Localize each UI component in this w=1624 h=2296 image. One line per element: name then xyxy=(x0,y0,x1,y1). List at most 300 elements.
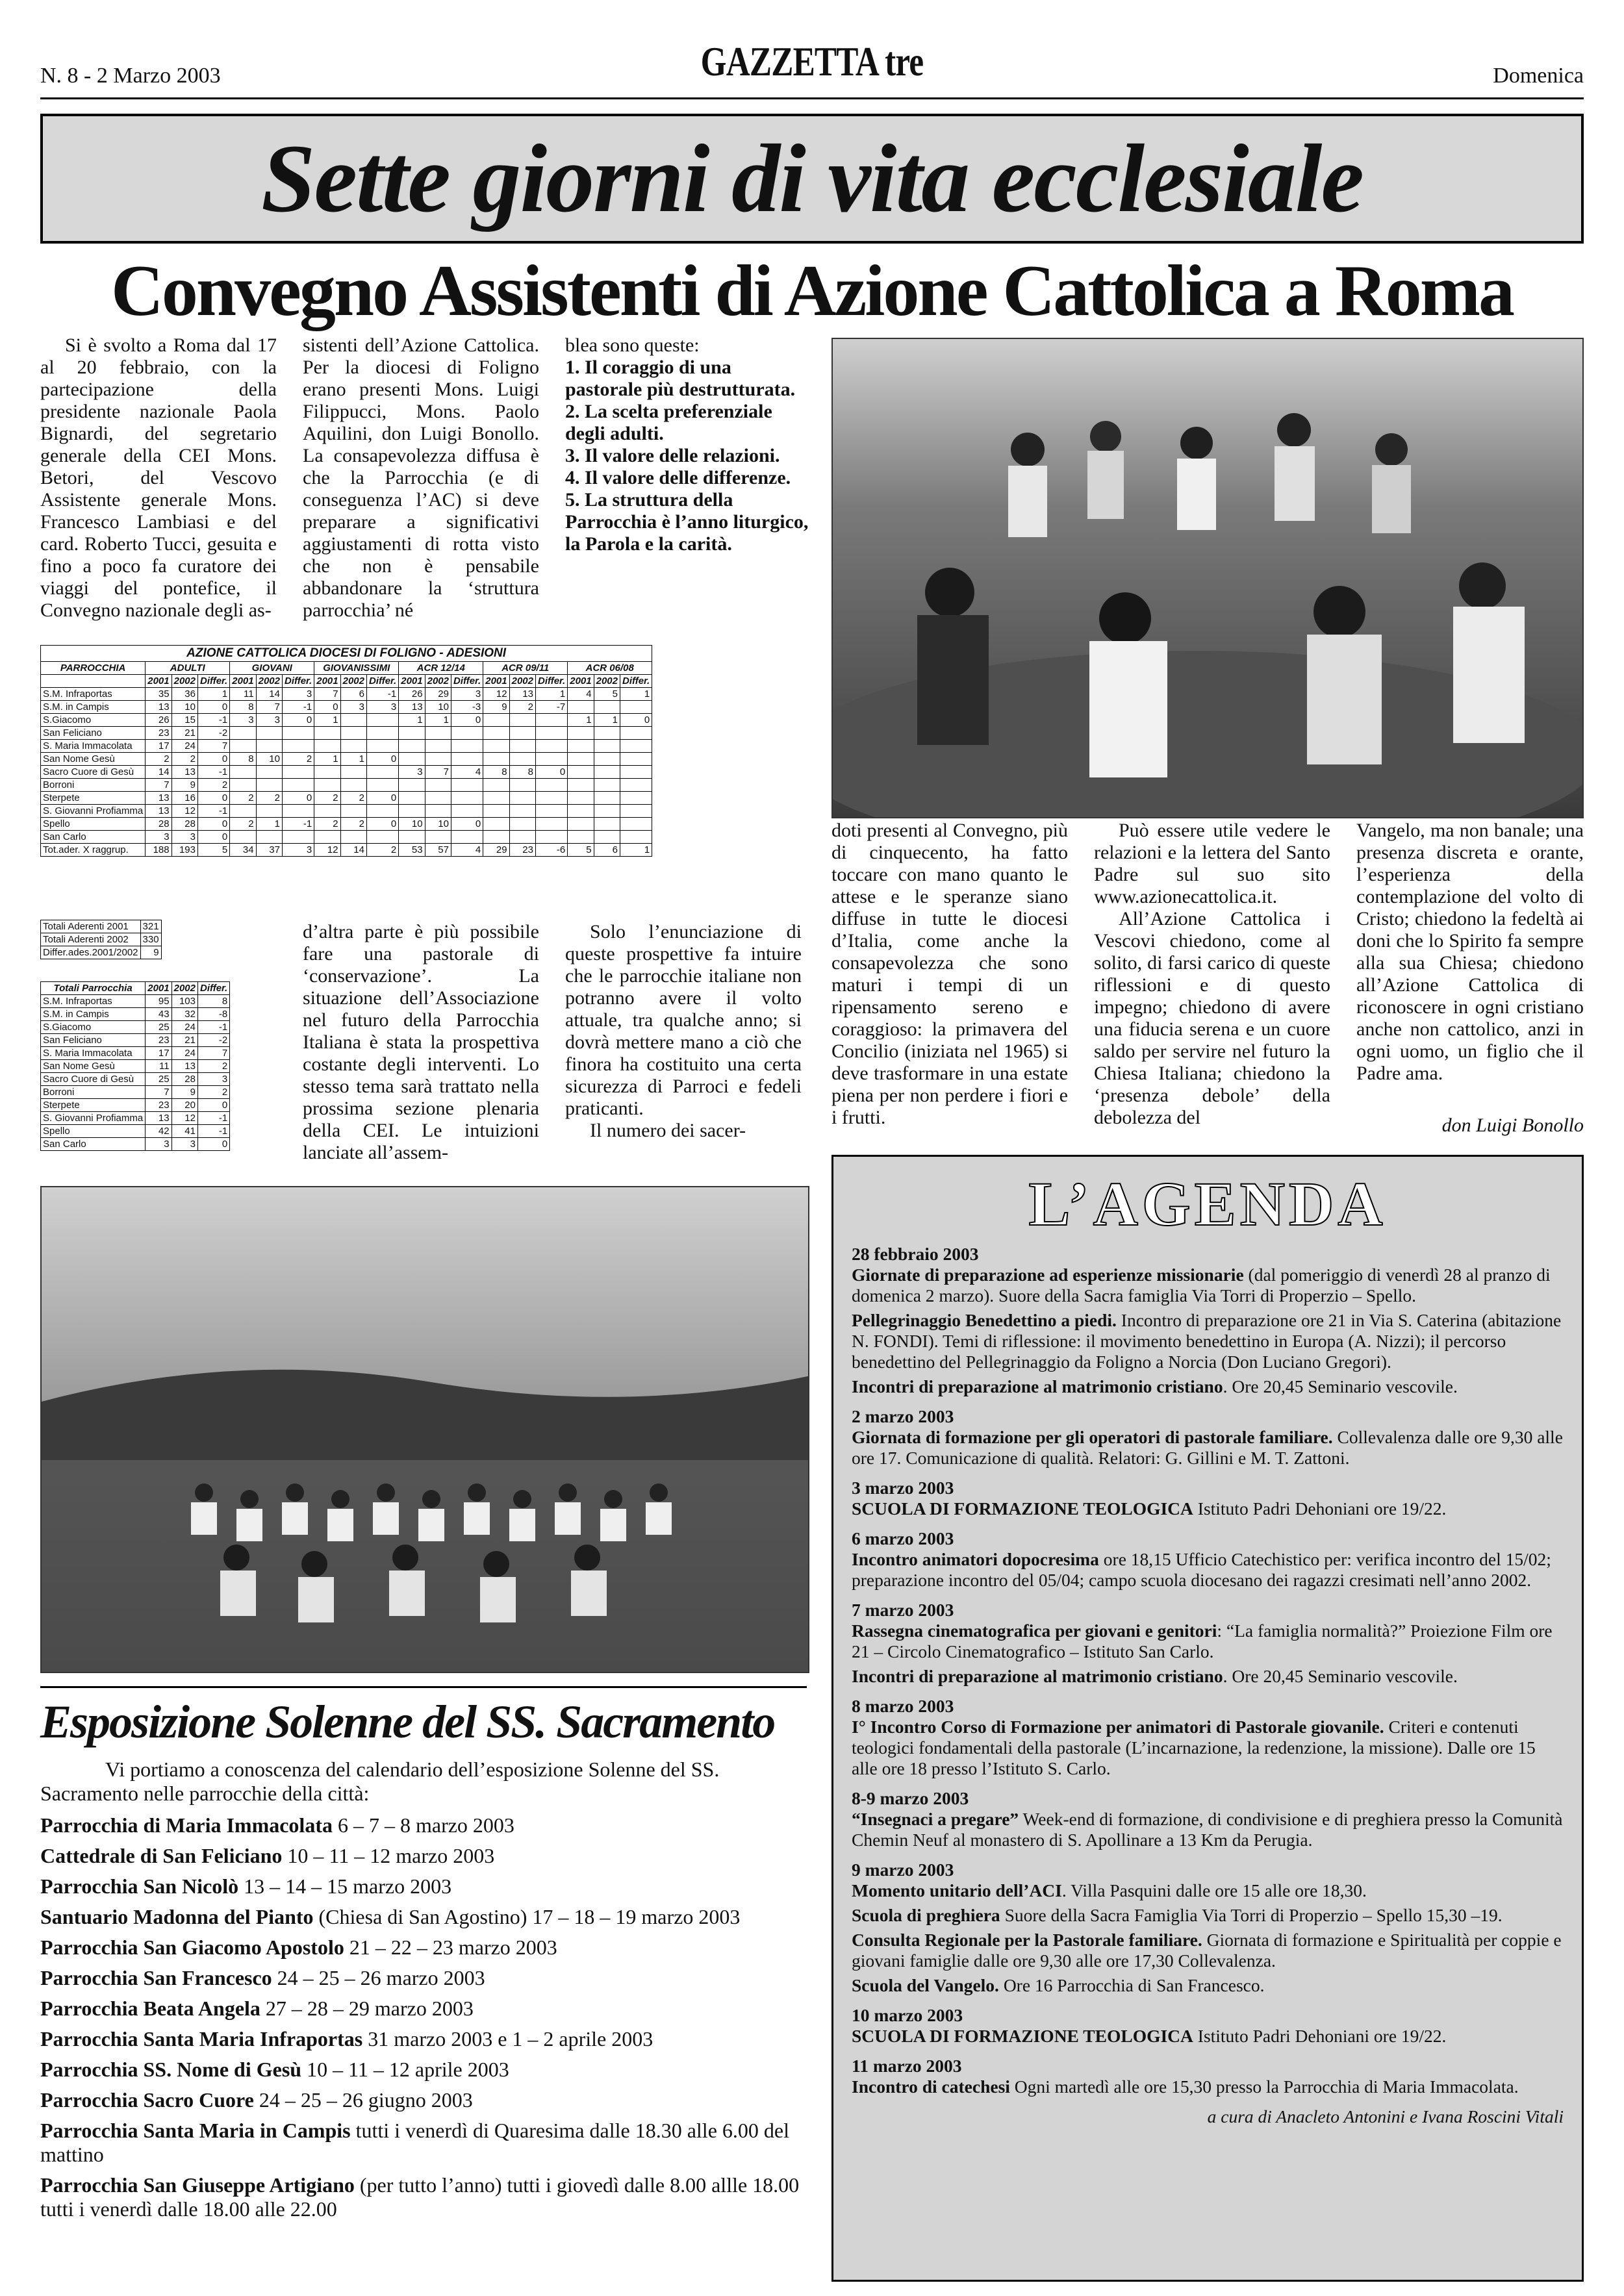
table-cell: 0 xyxy=(314,701,340,714)
issue-day: Domenica xyxy=(1493,64,1584,88)
table-cell xyxy=(535,818,567,831)
table-cell xyxy=(483,805,509,818)
table-cell xyxy=(425,779,451,792)
table-cell xyxy=(230,727,256,740)
article-column-c1 xyxy=(831,820,1068,1129)
table-cell xyxy=(620,792,652,805)
parish-value: 95 xyxy=(146,995,171,1008)
agenda-entry-title: Rassegna cinematografica per giovani e genitori xyxy=(852,1621,1217,1641)
table-cell: 0 xyxy=(366,753,398,766)
table-cell xyxy=(509,714,535,727)
table-cell xyxy=(568,701,594,714)
table-cell: 12 xyxy=(171,805,197,818)
table-cell xyxy=(483,792,509,805)
table-cell xyxy=(399,779,425,792)
article-column-2 xyxy=(303,334,539,622)
table-row-label: Sacro Cuore di Gesù xyxy=(41,766,146,779)
table-row-label: San Carlo xyxy=(41,831,146,844)
table-sub-header: 2002 xyxy=(171,675,197,688)
point-item: 5. La struttura della Parrocchia è l’anno liturgico, la Parola e la carità. xyxy=(565,489,809,555)
table-title-row xyxy=(41,646,652,662)
table-cell xyxy=(399,727,425,740)
parish-value: 9 xyxy=(171,1086,197,1099)
table-cell: 35 xyxy=(146,688,171,701)
table-sub-header: Differ. xyxy=(197,675,229,688)
esposizione-parish: Santuario Madonna del Pianto xyxy=(40,1905,314,1928)
table-row-label: Sterpete xyxy=(41,792,146,805)
parish-row xyxy=(41,1138,230,1151)
totals-value: 330 xyxy=(140,933,161,946)
table-cell: -2 xyxy=(197,727,229,740)
esposizione-item xyxy=(40,1966,807,1990)
table-cell: 0 xyxy=(366,818,398,831)
article-paragraph: All’Azione Cattolica i Vescovi chiedono, come al solito, di farsi carico di queste riflessioni e di questo impegno; chiedono di avere una fiducia serena e un cuore saldo per servire nel futuro la Chiesa Italiana; chiedono la ‘presenza debole’ della debolezza del xyxy=(1094,908,1330,1128)
table-cell: 188 xyxy=(146,844,171,857)
article-paragraph: Si è svolto a Roma dal 17 al 20 febbraio, con la partecipazione della presidente nazionale Paola Bignardi, del segretario generale della CEI Mons. Betori, del Vescovo Assistente generale Mons. Francesco Lambiasi e del card. Roberto Tucci, gesuita e fino a poco fa curatore dei viaggi del pontefice, il Convegno nazionale degli as- xyxy=(40,334,277,621)
table-group-header: PARROCCHIA xyxy=(41,662,146,675)
table-row xyxy=(41,779,652,792)
agenda-entry-title: Incontro animatori dopocresima xyxy=(852,1549,1099,1570)
point-item: 3. Il valore delle relazioni. xyxy=(565,445,780,466)
table-cell: 0 xyxy=(197,818,229,831)
agenda-entry-text: Istituto Padri Dehoniani ore 19/22. xyxy=(1193,2026,1447,2047)
table-row-label: San Nome Gesù xyxy=(41,753,146,766)
parish-value: 7 xyxy=(197,1047,229,1060)
table-cell xyxy=(620,818,652,831)
esposizione-item xyxy=(40,1874,807,1899)
table-row-label: S.Giacomo xyxy=(41,714,146,727)
table-cell xyxy=(366,831,398,844)
table-group-header: ADULTI xyxy=(146,662,230,675)
table-row-label: Tot.ader. X raggrup. xyxy=(41,844,146,857)
parish-row xyxy=(41,1112,230,1125)
agenda-entry xyxy=(852,1975,1564,1996)
table-cell xyxy=(282,779,314,792)
article-paragraph: Solo l’enunciazione di queste prospettive fa intuire che le parrocchie italiane non potranno avere il volto attuale, tra qualche anno; si dovrà mettere mano a ciò che finora ha costituito una certa sicurezza di Parroci e fedeli praticanti. xyxy=(565,921,802,1119)
table-cell xyxy=(568,740,594,753)
table-cell: -1 xyxy=(282,818,314,831)
agenda-entry-text: . Ore 20,45 Seminario vescovile. xyxy=(1223,1376,1458,1397)
table-cell: 5 xyxy=(594,688,620,701)
table-cell: 5 xyxy=(197,844,229,857)
table-cell xyxy=(594,779,620,792)
agenda-entry-title: Giornate di preparazione ad esperienze missionarie xyxy=(852,1265,1244,1285)
esposizione-item xyxy=(40,2173,807,2221)
point-item: 1. Il coraggio di una pastorale più destrutturata. xyxy=(565,357,796,400)
point-item: 4. Il valore delle differenze. xyxy=(565,467,791,488)
table-group-header: ACR 06/08 xyxy=(568,662,652,675)
parish-value: 41 xyxy=(171,1125,197,1138)
table-row-label: S. Maria Immacolata xyxy=(41,740,146,753)
article-paragraph: Il numero dei sacer- xyxy=(590,1120,746,1141)
esposizione-item xyxy=(40,2088,807,2112)
totals-label: Totali Aderenti 2002 xyxy=(41,933,141,946)
parish-row xyxy=(41,1125,230,1138)
agenda-entry-text: Criteri e contenuti teologici fondamentali della pastorale (L’incarnazione, la redenzione, la missione). Dalle ore 15 alle ore 18 presso l’Istituto S. Carlo. xyxy=(852,1717,1536,1779)
agenda-entry xyxy=(852,1930,1564,1971)
esposizione-item xyxy=(40,1905,807,1929)
table-cell xyxy=(483,727,509,740)
parish-row xyxy=(41,1073,230,1086)
table-cell: 7 xyxy=(425,766,451,779)
parish-value: 2 xyxy=(197,1060,229,1073)
table-cell: 2 xyxy=(146,753,171,766)
article-column-b1 xyxy=(303,921,539,1164)
table-cell: 7 xyxy=(197,740,229,753)
table-cell: 10 xyxy=(256,753,282,766)
agenda-entry xyxy=(852,1265,1564,1306)
agenda-entry-title: Incontro di catechesi xyxy=(852,2076,1010,2097)
table-cell xyxy=(340,766,366,779)
table-cell: 1 xyxy=(399,714,425,727)
table-cell: 7 xyxy=(146,779,171,792)
table-sub-header: 2001 xyxy=(483,675,509,688)
totals-value: 9 xyxy=(140,946,161,959)
table-cell: -1 xyxy=(197,766,229,779)
table-cell: 7 xyxy=(256,701,282,714)
table-cell xyxy=(620,740,652,753)
table-cell xyxy=(594,818,620,831)
table-cell xyxy=(568,753,594,766)
table-cell xyxy=(568,818,594,831)
agenda-day xyxy=(852,1860,1564,1996)
table-cell xyxy=(399,805,425,818)
table-cell xyxy=(483,779,509,792)
table-group-header: ACR 09/11 xyxy=(483,662,568,675)
table-cell xyxy=(366,766,398,779)
table-cell xyxy=(256,727,282,740)
table-cell xyxy=(425,805,451,818)
parish-value: -1 xyxy=(197,1021,229,1034)
esposizione-dates: tutti i venerdì di Quaresima dalle 18.30 alle 6.00 del mattino xyxy=(40,2119,789,2166)
agenda-day xyxy=(852,2005,1564,2047)
totals-label: Differ.ades.2001/2002 xyxy=(41,946,141,959)
agenda-day xyxy=(852,1528,1564,1591)
agenda-entry-text: (dal pomeriggio di venerdì 28 al pranzo di domenica 2 marzo). Suore della Sacra famiglia Via Torri di Properzio – Spello. xyxy=(852,1265,1551,1306)
table-row xyxy=(41,818,652,831)
table-cell: 2 xyxy=(282,753,314,766)
esposizione-dates: (Chiesa di San Agostino) 17 – 18 – 19 marzo 2003 xyxy=(313,1905,741,1928)
table-cell: 3 xyxy=(146,831,171,844)
table-cell xyxy=(451,831,483,844)
article-column-1 xyxy=(40,334,277,622)
agenda-entry-text: Ogni martedì alle ore 15,30 presso la Parrocchia di Maria Immacolata. xyxy=(1009,2076,1519,2097)
agenda-entry-title: SCUOLA DI FORMAZIONE TEOLOGICA xyxy=(852,2026,1193,2047)
parish-value: 28 xyxy=(171,1073,197,1086)
parish-value: -8 xyxy=(197,1008,229,1021)
table-cell xyxy=(230,779,256,792)
table-cell xyxy=(620,779,652,792)
esposizione-list xyxy=(40,1813,807,2221)
totals-value: 321 xyxy=(140,920,161,933)
table-cell xyxy=(340,779,366,792)
table-cell: 2 xyxy=(256,792,282,805)
table-cell xyxy=(425,792,451,805)
table-cell: -7 xyxy=(535,701,567,714)
table-row xyxy=(41,753,652,766)
table-cell: 0 xyxy=(282,792,314,805)
table-cell: 2 xyxy=(230,792,256,805)
agenda-date: 8 marzo 2003 xyxy=(852,1696,954,1717)
totals-table-wrapper xyxy=(40,920,162,959)
parish-value: 0 xyxy=(197,1099,229,1112)
parish-value: 23 xyxy=(146,1099,171,1112)
table-cell: 1 xyxy=(340,753,366,766)
table-cell: 4 xyxy=(451,766,483,779)
parish-value: 8 xyxy=(197,995,229,1008)
parish-name: S. Maria Immacolata xyxy=(41,1047,146,1060)
table-cell xyxy=(535,831,567,844)
table-cell xyxy=(594,766,620,779)
totals-row xyxy=(41,920,162,933)
table-cell xyxy=(483,831,509,844)
table-cell xyxy=(568,779,594,792)
table-cell: 26 xyxy=(399,688,425,701)
table-cell: 2 xyxy=(509,701,535,714)
table-cell: 1 xyxy=(535,688,567,701)
table-cell xyxy=(256,805,282,818)
table-cell xyxy=(366,714,398,727)
agenda-entry-text: Suore della Sacra Famiglia Via Torri di Properzio – Spello 15,30 –19. xyxy=(1000,1905,1503,1926)
table-cell: 8 xyxy=(230,753,256,766)
table-cell: 34 xyxy=(230,844,256,857)
table-cell: 1 xyxy=(568,714,594,727)
table-row-label: Spello xyxy=(41,818,146,831)
esposizione-parish: Parrocchia San Giuseppe Artigiano xyxy=(40,2173,355,2197)
table-sub-header: 2001 xyxy=(146,675,171,688)
agenda-entry-title: Momento unitario dell’ACI xyxy=(852,1880,1062,1901)
table-cell xyxy=(314,727,340,740)
agenda-date: 7 marzo 2003 xyxy=(852,1600,954,1621)
stats-table xyxy=(40,645,652,857)
table-cell xyxy=(535,805,567,818)
table-sub-header: 2002 xyxy=(256,675,282,688)
table-sub-header: 2002 xyxy=(340,675,366,688)
table-cell: 0 xyxy=(197,792,229,805)
esposizione-parish: Parrocchia Santa Maria in Campis xyxy=(40,2119,351,2142)
agenda-entry-title: “Insegnaci a pregare” xyxy=(852,1809,1019,1830)
issue-info: N. 8 - 2 Marzo 2003 xyxy=(40,64,221,88)
table-cell: 0 xyxy=(451,714,483,727)
agenda-entry-text: Collevalenza dalle ore 9,30 alle ore 17. Comunicazione di qualità. Relatori: G. Gillini e M. T. Zattoni. xyxy=(852,1427,1563,1469)
parish-row xyxy=(41,1060,230,1073)
table-cell: 1 xyxy=(197,688,229,701)
table-cell: 2 xyxy=(314,818,340,831)
agenda-entry-text: ore 18,15 Ufficio Catechistico per: verifica incontro del 15/02; preparazione incontro del 05/04; campo scuola diocesano dei ragazzi cresimati nell’anno 2002. xyxy=(852,1549,1551,1591)
table-cell xyxy=(594,727,620,740)
parish-value: 3 xyxy=(197,1073,229,1086)
table-row xyxy=(41,688,652,701)
parish-row xyxy=(41,1008,230,1021)
table-cell xyxy=(483,753,509,766)
table-cell xyxy=(594,831,620,844)
esposizione-parish: Parrocchia di Maria Immacolata xyxy=(40,1813,333,1837)
table-cell: 2 xyxy=(340,792,366,805)
table-cell xyxy=(314,805,340,818)
table-cell xyxy=(483,740,509,753)
agenda-entry-text: Week-end di formazione, di condivisione e di preghiera presso la Comunità Chemin Neuf al monastero di S. Apollinare a 13 Km da Perugia. xyxy=(852,1809,1563,1850)
table-cell: -1 xyxy=(366,688,398,701)
table-cell: 13 xyxy=(171,766,197,779)
table-cell: 13 xyxy=(146,792,171,805)
table-cell xyxy=(535,753,567,766)
agenda-day xyxy=(852,1478,1564,1519)
parish-value: 21 xyxy=(171,1034,197,1047)
agenda-entry-text: Istituto Padri Dehoniani ore 19/22. xyxy=(1193,1498,1447,1519)
table-cell xyxy=(620,831,652,844)
table-sub-row xyxy=(41,675,652,688)
table-cell: 1 xyxy=(314,714,340,727)
table-cell: 1 xyxy=(620,688,652,701)
parish-header-row xyxy=(41,982,230,995)
table-cell xyxy=(594,805,620,818)
points-list xyxy=(565,357,812,555)
parish-name: San Nome Gesù xyxy=(41,1060,146,1073)
table-group-header: GIOVANISSIMI xyxy=(314,662,399,675)
table-cell xyxy=(314,740,340,753)
esposizione-parish: Parrocchia Santa Maria Infraportas xyxy=(40,2027,363,2050)
table-sub-header xyxy=(41,675,146,688)
table-sub-header: 2001 xyxy=(568,675,594,688)
agenda-list xyxy=(852,1244,1564,2097)
esposizione-item xyxy=(40,1997,807,2021)
parish-row xyxy=(41,995,230,1008)
table-cell xyxy=(568,766,594,779)
table-cell: 3 xyxy=(366,701,398,714)
table-cell xyxy=(282,727,314,740)
table-cell: 3 xyxy=(171,831,197,844)
table-cell: 3 xyxy=(282,688,314,701)
table-cell: 8 xyxy=(230,701,256,714)
esposizione-dates: 10 – 11 – 12 aprile 2003 xyxy=(301,2058,509,2081)
parish-value: 32 xyxy=(171,1008,197,1021)
parish-name: S.M. in Campis xyxy=(41,1008,146,1021)
agenda-day xyxy=(852,2056,1564,2097)
parish-value: 13 xyxy=(146,1112,171,1125)
totals-table xyxy=(40,920,162,959)
parish-name: San Carlo xyxy=(41,1138,146,1151)
parish-value: 11 xyxy=(146,1060,171,1073)
parish-value: 12 xyxy=(171,1112,197,1125)
table-row xyxy=(41,831,652,844)
table-cell: 1 xyxy=(594,714,620,727)
table-cell: 24 xyxy=(171,740,197,753)
parish-value: 3 xyxy=(146,1138,171,1151)
agenda-entry xyxy=(852,1310,1564,1372)
parish-header: 2002 xyxy=(171,982,197,995)
article-paragraph: Può essere utile vedere le relazioni e la lettera del Santo Padre sul suo sito www.azionecattolica.it. xyxy=(1094,820,1330,907)
agenda-date: 10 marzo 2003 xyxy=(852,2005,963,2026)
table-cell: 1 xyxy=(314,753,340,766)
table-cell: 0 xyxy=(197,701,229,714)
esposizione-dates: 24 – 25 – 26 marzo 2003 xyxy=(272,1966,485,1989)
photo-children-circle xyxy=(831,338,1584,818)
agenda-day xyxy=(852,1244,1564,1397)
agenda-entry xyxy=(852,1666,1564,1687)
table-cell: 10 xyxy=(425,818,451,831)
table-cell xyxy=(620,805,652,818)
table-cell xyxy=(594,753,620,766)
table-cell: 28 xyxy=(171,818,197,831)
table-row-label: Borroni xyxy=(41,779,146,792)
agenda-entry-title: Incontri di preparazione al matrimonio cristiano xyxy=(852,1376,1223,1397)
table-cell xyxy=(620,701,652,714)
header-rule xyxy=(40,97,1584,99)
table-cell xyxy=(509,740,535,753)
agenda-entry-text: : “La famiglia normalità?” Proiezione Film ore 21 – Circolo Cinematografico – Istituto San Carlo. xyxy=(852,1621,1553,1662)
agenda-entry-text: . Ore 20,45 Seminario vescovile. xyxy=(1223,1666,1458,1687)
table-cell xyxy=(425,727,451,740)
table-cell: 14 xyxy=(146,766,171,779)
table-sub-header: 2001 xyxy=(230,675,256,688)
table-cell xyxy=(230,740,256,753)
table-cell: -3 xyxy=(451,701,483,714)
table-cell xyxy=(509,792,535,805)
table-cell: 2 xyxy=(197,779,229,792)
table-cell: 2 xyxy=(314,792,340,805)
parish-value: 3 xyxy=(171,1138,197,1151)
table-row xyxy=(41,701,652,714)
table-title: AZIONE CATTOLICA DIOCESI DI FOLIGNO - ADESIONI xyxy=(41,646,652,662)
table-cell xyxy=(451,753,483,766)
parish-value: 17 xyxy=(146,1047,171,1060)
article-column-b2 xyxy=(565,921,802,1142)
agenda-day xyxy=(852,1600,1564,1687)
table-cell xyxy=(535,727,567,740)
agenda-entry-text: Giornata di formazione e Spiritualità per coppie e giovani famiglie dalle ore 9,30 alle ore 17,30 Collevalenza. xyxy=(852,1930,1562,1971)
agenda-entry xyxy=(852,1376,1564,1397)
esposizione-dates: 31 marzo 2003 e 1 – 2 aprile 2003 xyxy=(362,2027,653,2050)
esposizione-item xyxy=(40,1844,807,1868)
table-sub-header: Differ. xyxy=(535,675,567,688)
table-cell: 21 xyxy=(171,727,197,740)
agenda-date: 11 marzo 2003 xyxy=(852,2056,962,2076)
table-cell xyxy=(594,701,620,714)
table-cell: 26 xyxy=(146,714,171,727)
parish-value: -1 xyxy=(197,1125,229,1138)
agenda-date: 8-9 marzo 2003 xyxy=(852,1788,969,1809)
agenda-entry-title: Consulta Regionale per la Pastorale familiare. xyxy=(852,1930,1202,1950)
parish-value: -2 xyxy=(197,1034,229,1047)
agenda-entry-text: Ore 16 Parrocchia di San Francesco. xyxy=(998,1975,1265,1996)
table-cell: 2 xyxy=(230,818,256,831)
agenda-entry xyxy=(852,1905,1564,1926)
table-cell xyxy=(509,805,535,818)
table-cell: 36 xyxy=(171,688,197,701)
table-cell xyxy=(535,792,567,805)
table-cell: 13 xyxy=(399,701,425,714)
table-cell: 29 xyxy=(483,844,509,857)
parish-header: Totali Parrocchia xyxy=(41,982,146,995)
article-paragraph: doti presenti al Convegno, più di cinquecento, ha fatto toccare con mano quanto le attese e le speranze siano diffuse in tutte le diocesi d’Italia, come anche la consapevolezza che sono maturi i tempi di un ripensamento sereno e coraggioso: la primavera del Concilio (iniziata nel 1965) si deve trasformare in una estate piena per non perdere i fiori e i frutti. xyxy=(831,820,1068,1128)
esposizione-rule xyxy=(40,1686,807,1688)
table-cell: 0 xyxy=(535,766,567,779)
table-cell xyxy=(509,753,535,766)
parish-value: 2 xyxy=(197,1086,229,1099)
table-cell xyxy=(366,727,398,740)
article-column-3 xyxy=(565,334,812,555)
agenda-entry-title: SCUOLA DI FORMAZIONE TEOLOGICA xyxy=(852,1498,1193,1519)
table-cell: 1 xyxy=(425,714,451,727)
table-cell: 17 xyxy=(146,740,171,753)
table-cell xyxy=(451,792,483,805)
table-cell: 6 xyxy=(594,844,620,857)
table-cell xyxy=(425,831,451,844)
agenda-entry-title: Scuola del Vangelo. xyxy=(852,1975,999,1996)
point-item: 2. La scelta preferenziale degli adulti. xyxy=(565,401,772,444)
agenda-day xyxy=(852,1788,1564,1850)
agenda-entry-text: . Villa Pasquini dalle ore 15 alle ore 18,30. xyxy=(1061,1880,1367,1901)
